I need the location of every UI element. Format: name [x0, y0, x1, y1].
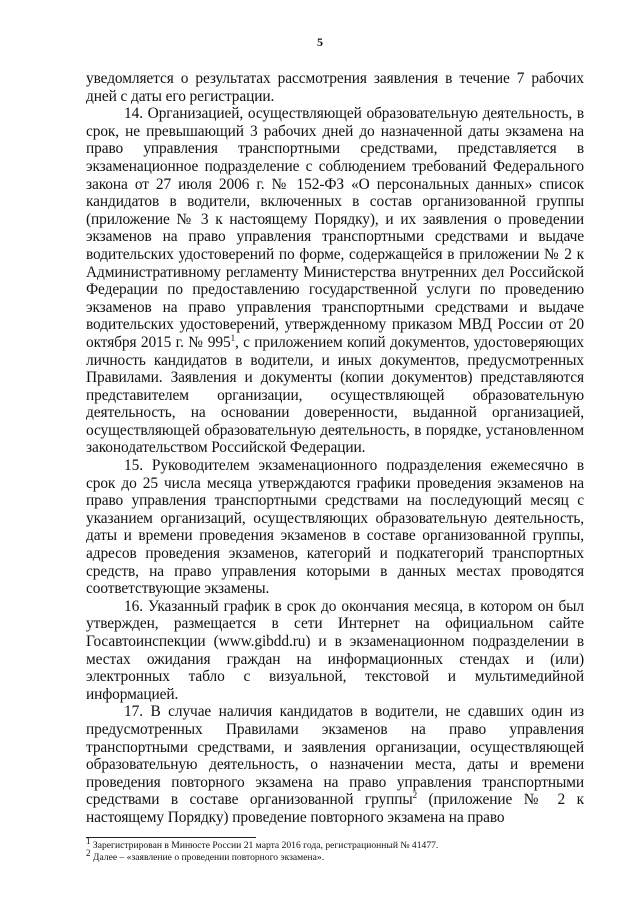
- footnote-divider: [86, 837, 256, 838]
- paragraph-continuation: [86, 70, 584, 105]
- footnote-text: Зарегистрирован в Минюсте России 21 марта 2016 года, регистрационный № 41477.: [90, 840, 439, 851]
- footnote-mark: 1: [86, 835, 91, 846]
- page-number: 5: [317, 35, 323, 49]
- paragraph-17: [86, 703, 584, 826]
- footnote-text: Далее – «заявление о проведении повторного экзамена».: [90, 852, 325, 863]
- footnote-ref-2: 2: [412, 790, 418, 801]
- paragraph-text: , с приложением копий документов, удостоверяющих личность кандидатов в водители, и иных документов, предусмотренных Правилами. Заявления и документы (копии документов) представляются представителем организации, осуществляющей образовательную деятельность, на основании доверенности, выданной организацией, осуществляющей образовательную деятельность, в порядке, установленном законодательством Российской Федерации.: [86, 333, 584, 457]
- paragraph-15: [86, 457, 584, 598]
- footnote-2: [86, 847, 584, 864]
- document-body: [86, 70, 584, 827]
- paragraph-14: [86, 105, 584, 457]
- paragraph-text: (приложение № 2 к настоящему Порядку) проведение повторного экзамена на право: [86, 791, 584, 826]
- paragraph-text: уведомляется о результатах рассмотрения заявления в течение 7 рабочих дней с даты его регистрации.: [86, 70, 584, 105]
- paragraph-text: 17. В случае наличия кандидатов в водители, не сдавших один из предусмотренных Правилами экзаменов на право управления транспортными средствами, и заявления организации, осуществляющей образовательную деятельность, о назначении места, даты и времени проведения повторного экзамена на право управления транспортными средствами в составе организованной группы: [86, 703, 584, 809]
- footnote-ref-1: 1: [230, 332, 235, 343]
- footnote-1: [86, 835, 584, 852]
- paragraph-text: 15. Руководителем экзаменационного подразделения ежемесячно в срок до 25 числа месяца утверждаются графики проведения экзаменов на право управления транспортными средствами на последующий месяц с указанием организаций, осуществляющих образовательную деятельность, даты и времени проведения экзаменов в составе организованной группы, адресов проведения экзаменов, категорий и подкатегорий транспортных средств, на право управления которыми в данных местах проводятся соответствующие экзамены.: [86, 457, 584, 598]
- paragraph-16: [86, 598, 584, 704]
- paragraph-text: 14. Организацией, осуществляющей образовательную деятельность, в срок, не превышающий 3 рабочих дней до назначенной даты экзамена на право управления транспортными средствами, представляется в экзаменационное подразделение с соблюдением требований Федерального закона от 27 июля 2006 г. № 152-ФЗ «О персональных данных» список кандидатов в водители, включенных в состав организованной группы (приложение № 3 к настоящему Порядку), и их заявления о проведении экзаменов на право управления транспортными средствами и выдаче водительских удостоверений по форме, содержащейся в приложении № 2 к Административному регламенту Министерства внутренних дел Российской Федерации по предоставлению государственной услуги по проведению экзаменов на право управления транспортными средствами и выдаче водительских удостоверений, утвержденному приказом МВД России от 20 октября 2015 г. № 995: [86, 105, 584, 351]
- footnote-mark: 2: [86, 847, 91, 858]
- paragraph-text: 16. Указанный график в срок до окончания месяца, в котором он был утвержден, размещается в сети Интернет на официальном сайте Госавтоинспекции (www.gibdd.ru) и в экзаменационном подразделении в местах ожидания граждан на информационных стендах и (или) электронных табло с визуальной, текстовой и мультимедийной информацией.: [86, 597, 584, 703]
- footnotes: [86, 835, 584, 864]
